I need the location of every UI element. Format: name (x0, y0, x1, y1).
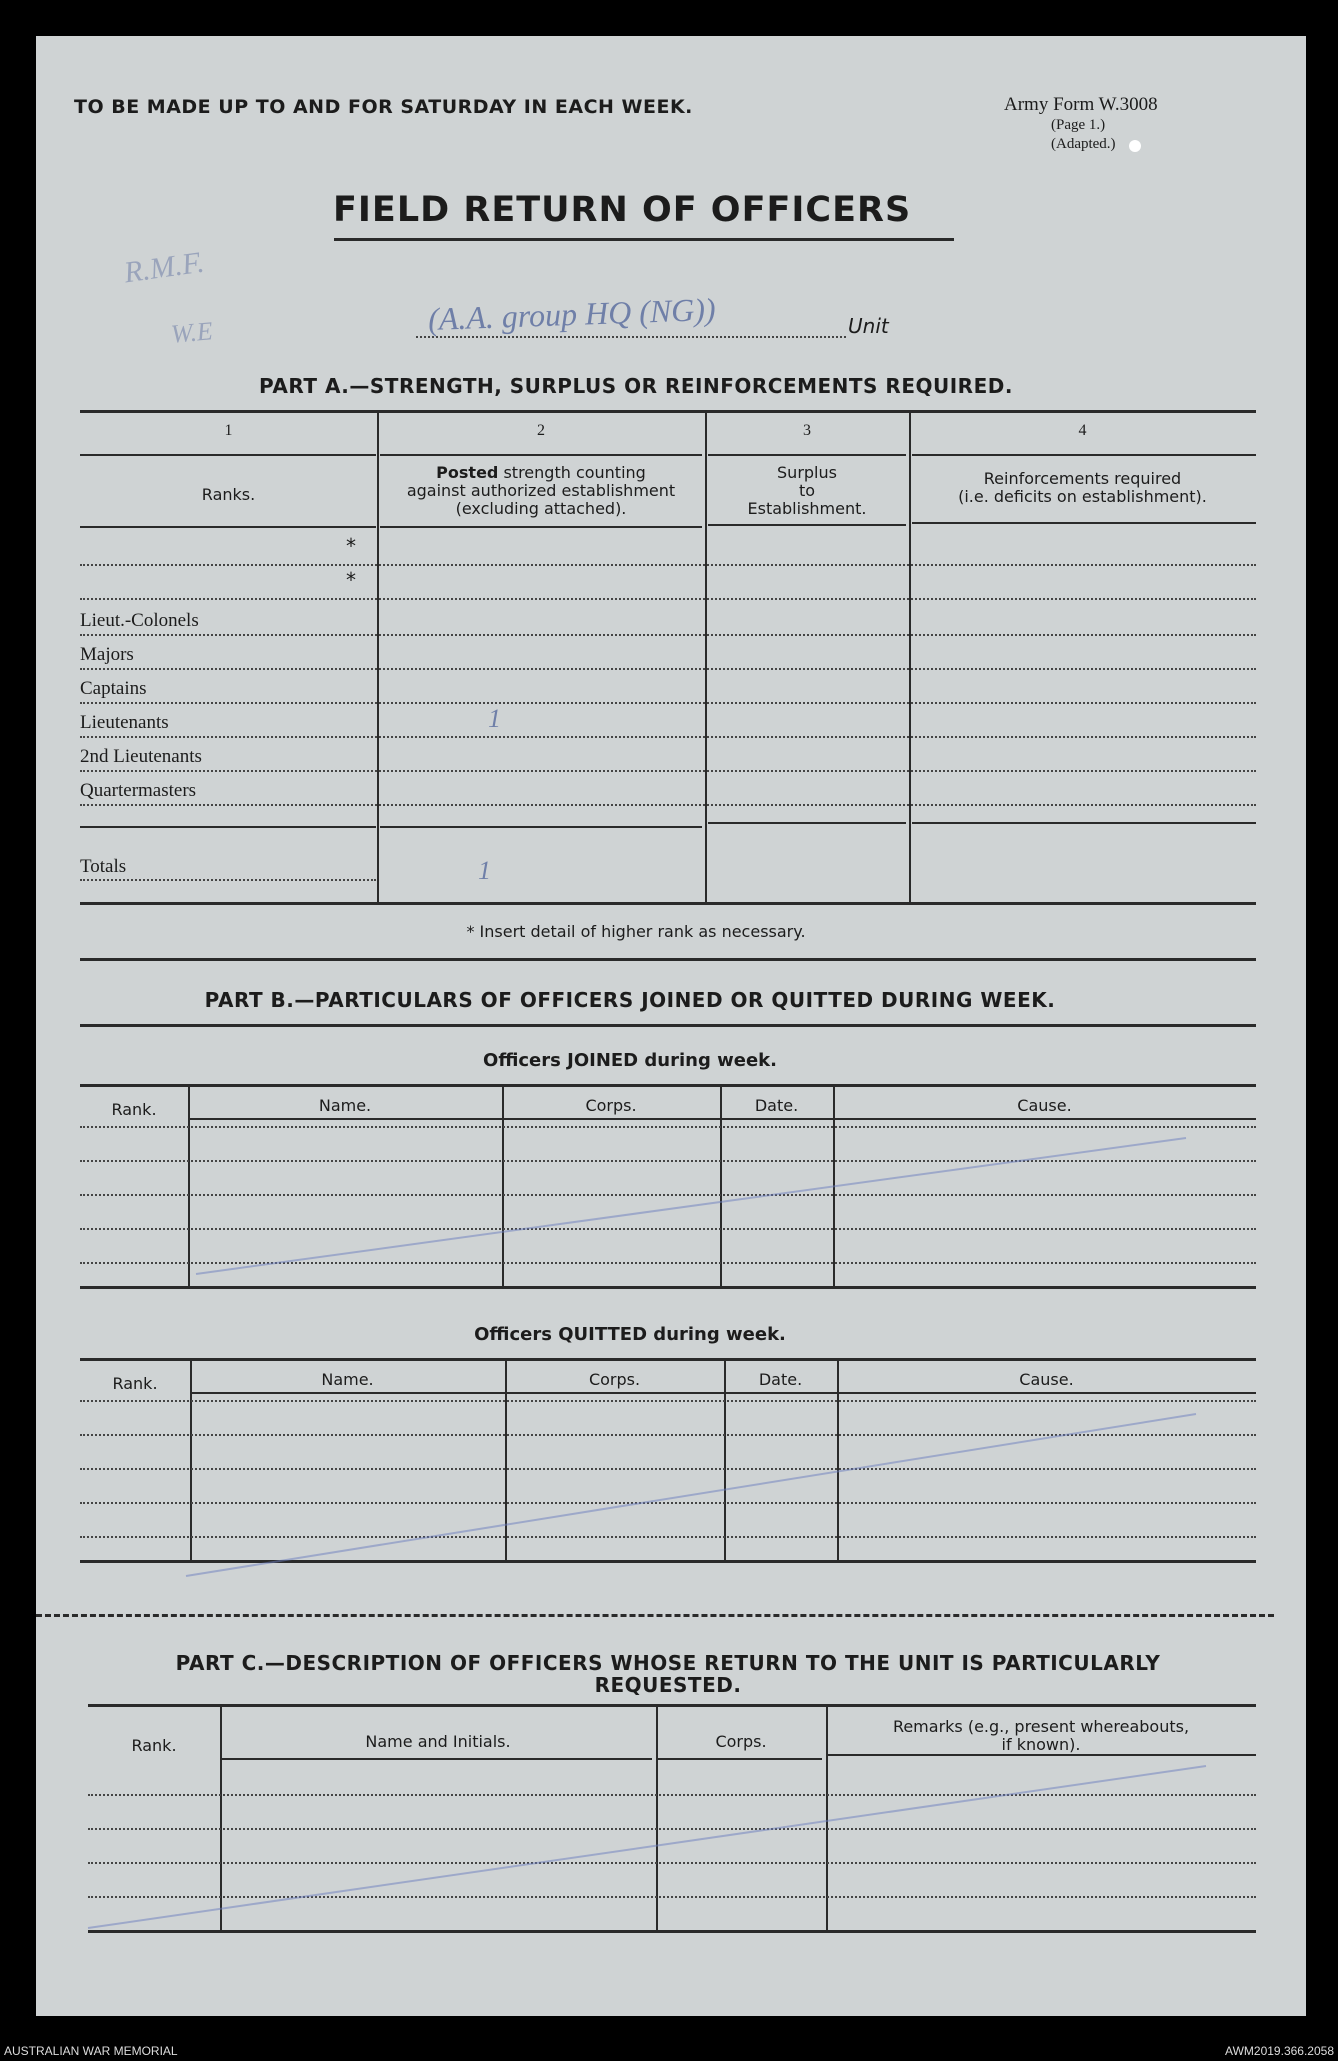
col-number-1: 1 (224, 422, 233, 439)
star-mark-2: * (346, 568, 356, 592)
form-page: (Page 1.) (1051, 117, 1106, 133)
surplus-line1: Surplus (777, 463, 837, 482)
rank-lieut-colonels: Lieut.-Colonels (80, 610, 199, 631)
joined-header-date: Date. (754, 1096, 799, 1115)
form-sheet (36, 36, 1306, 2016)
quitted-header-cause: Cause. (1019, 1370, 1074, 1389)
quitted-header-date: Date. (758, 1370, 803, 1389)
part-c-strike-line (88, 1766, 1206, 1928)
handwritten-margin-note-2: W.E (169, 316, 214, 349)
rank-quartermasters: Quartermasters (80, 780, 197, 801)
footer-credit: AUSTRALIAN WAR MEMORIAL (4, 2044, 178, 2058)
form-number: Army Form W.3008 (1004, 94, 1158, 115)
totals-posted-value: 1 (478, 856, 491, 885)
joined-header-name: Name. (318, 1096, 372, 1115)
posted-line3: (excluding attached). (455, 499, 627, 518)
quitted-header-name: Name. (321, 1370, 374, 1389)
surplus-line2: to (798, 481, 816, 500)
posted-line2: against authorized establishment (406, 481, 676, 500)
pen-strike-marks (36, 36, 1306, 2016)
page-title: FIELD RETURN OF OFFICERS (333, 190, 912, 230)
footer-accession: AWM2019.366.2058 (1225, 2044, 1334, 2058)
part-c-title-line1: PART C.—DESCRIPTION OF OFFICERS WHOSE RETURN TO THE UNIT IS PARTICULARLY (175, 1651, 1161, 1675)
joined-strike-line (196, 1138, 1186, 1274)
unit-label: Unit (848, 314, 889, 338)
quitted-title: Officers QUITTED during week. (474, 1324, 786, 1345)
joined-header-cause: Cause. (1017, 1096, 1072, 1115)
reinf-line2: (i.e. deficits on establishment). (958, 487, 1207, 506)
quitted-strike-line (186, 1414, 1196, 1576)
joined-header-rank: Rank. (111, 1100, 157, 1119)
part-c-title-line2: REQUESTED. (594, 1673, 742, 1697)
handwritten-margin-note: R.M.F. (122, 245, 207, 290)
rank-2nd-lieutenants: 2nd Lieutenants (80, 746, 202, 767)
joined-title: Officers JOINED during week. (483, 1050, 777, 1071)
col-number-3: 3 (803, 422, 811, 439)
surplus-line3: Establishment. (747, 499, 867, 518)
posted-rest: strength counting (498, 463, 646, 482)
col-number-4: 4 (1078, 422, 1087, 439)
quitted-header-rank: Rank. (112, 1374, 158, 1393)
weekly-instruction: TO BE MADE UP TO AND FOR SATURDAY IN EACH WEEK. (74, 96, 693, 118)
form-adapted: (Adapted.) (1051, 136, 1116, 152)
part-a-footnote: * Insert detail of higher rank as necessary. (466, 922, 806, 941)
col-number-2: 2 (537, 422, 545, 439)
ranks-header: Ranks. (201, 485, 256, 504)
remarks-line2: if known). (1001, 1735, 1081, 1754)
part-c-header-name: Name and Initials. (365, 1732, 511, 1751)
part-c-header-corps: Corps. (715, 1732, 767, 1751)
posted-bold: Posted (436, 463, 499, 482)
totals-label: Totals (80, 856, 127, 877)
reinf-line1: Reinforcements required (983, 469, 1182, 488)
unit-value: (A.A. group HQ (NG)) (427, 290, 717, 338)
part-b-title: PART B.—PARTICULARS OF OFFICERS JOINED OR QUITTED DURING WEEK. (204, 988, 1056, 1012)
rank-captains: Captains (80, 678, 147, 699)
star-mark-1: * (346, 534, 356, 558)
rank-lieutenants: Lieutenants (80, 712, 169, 733)
remarks-line1: Remarks (e.g., present whereabouts, (892, 1717, 1190, 1736)
joined-header-corps: Corps. (585, 1096, 637, 1115)
lieutenants-posted-value: 1 (488, 704, 501, 733)
quitted-header-corps: Corps. (588, 1370, 641, 1389)
rank-majors: Majors (80, 644, 134, 665)
part-c-header-rank: Rank. (131, 1736, 177, 1755)
part-a-title: PART A.—STRENGTH, SURPLUS OR REINFORCEMENTS REQUIRED. (259, 374, 1013, 398)
